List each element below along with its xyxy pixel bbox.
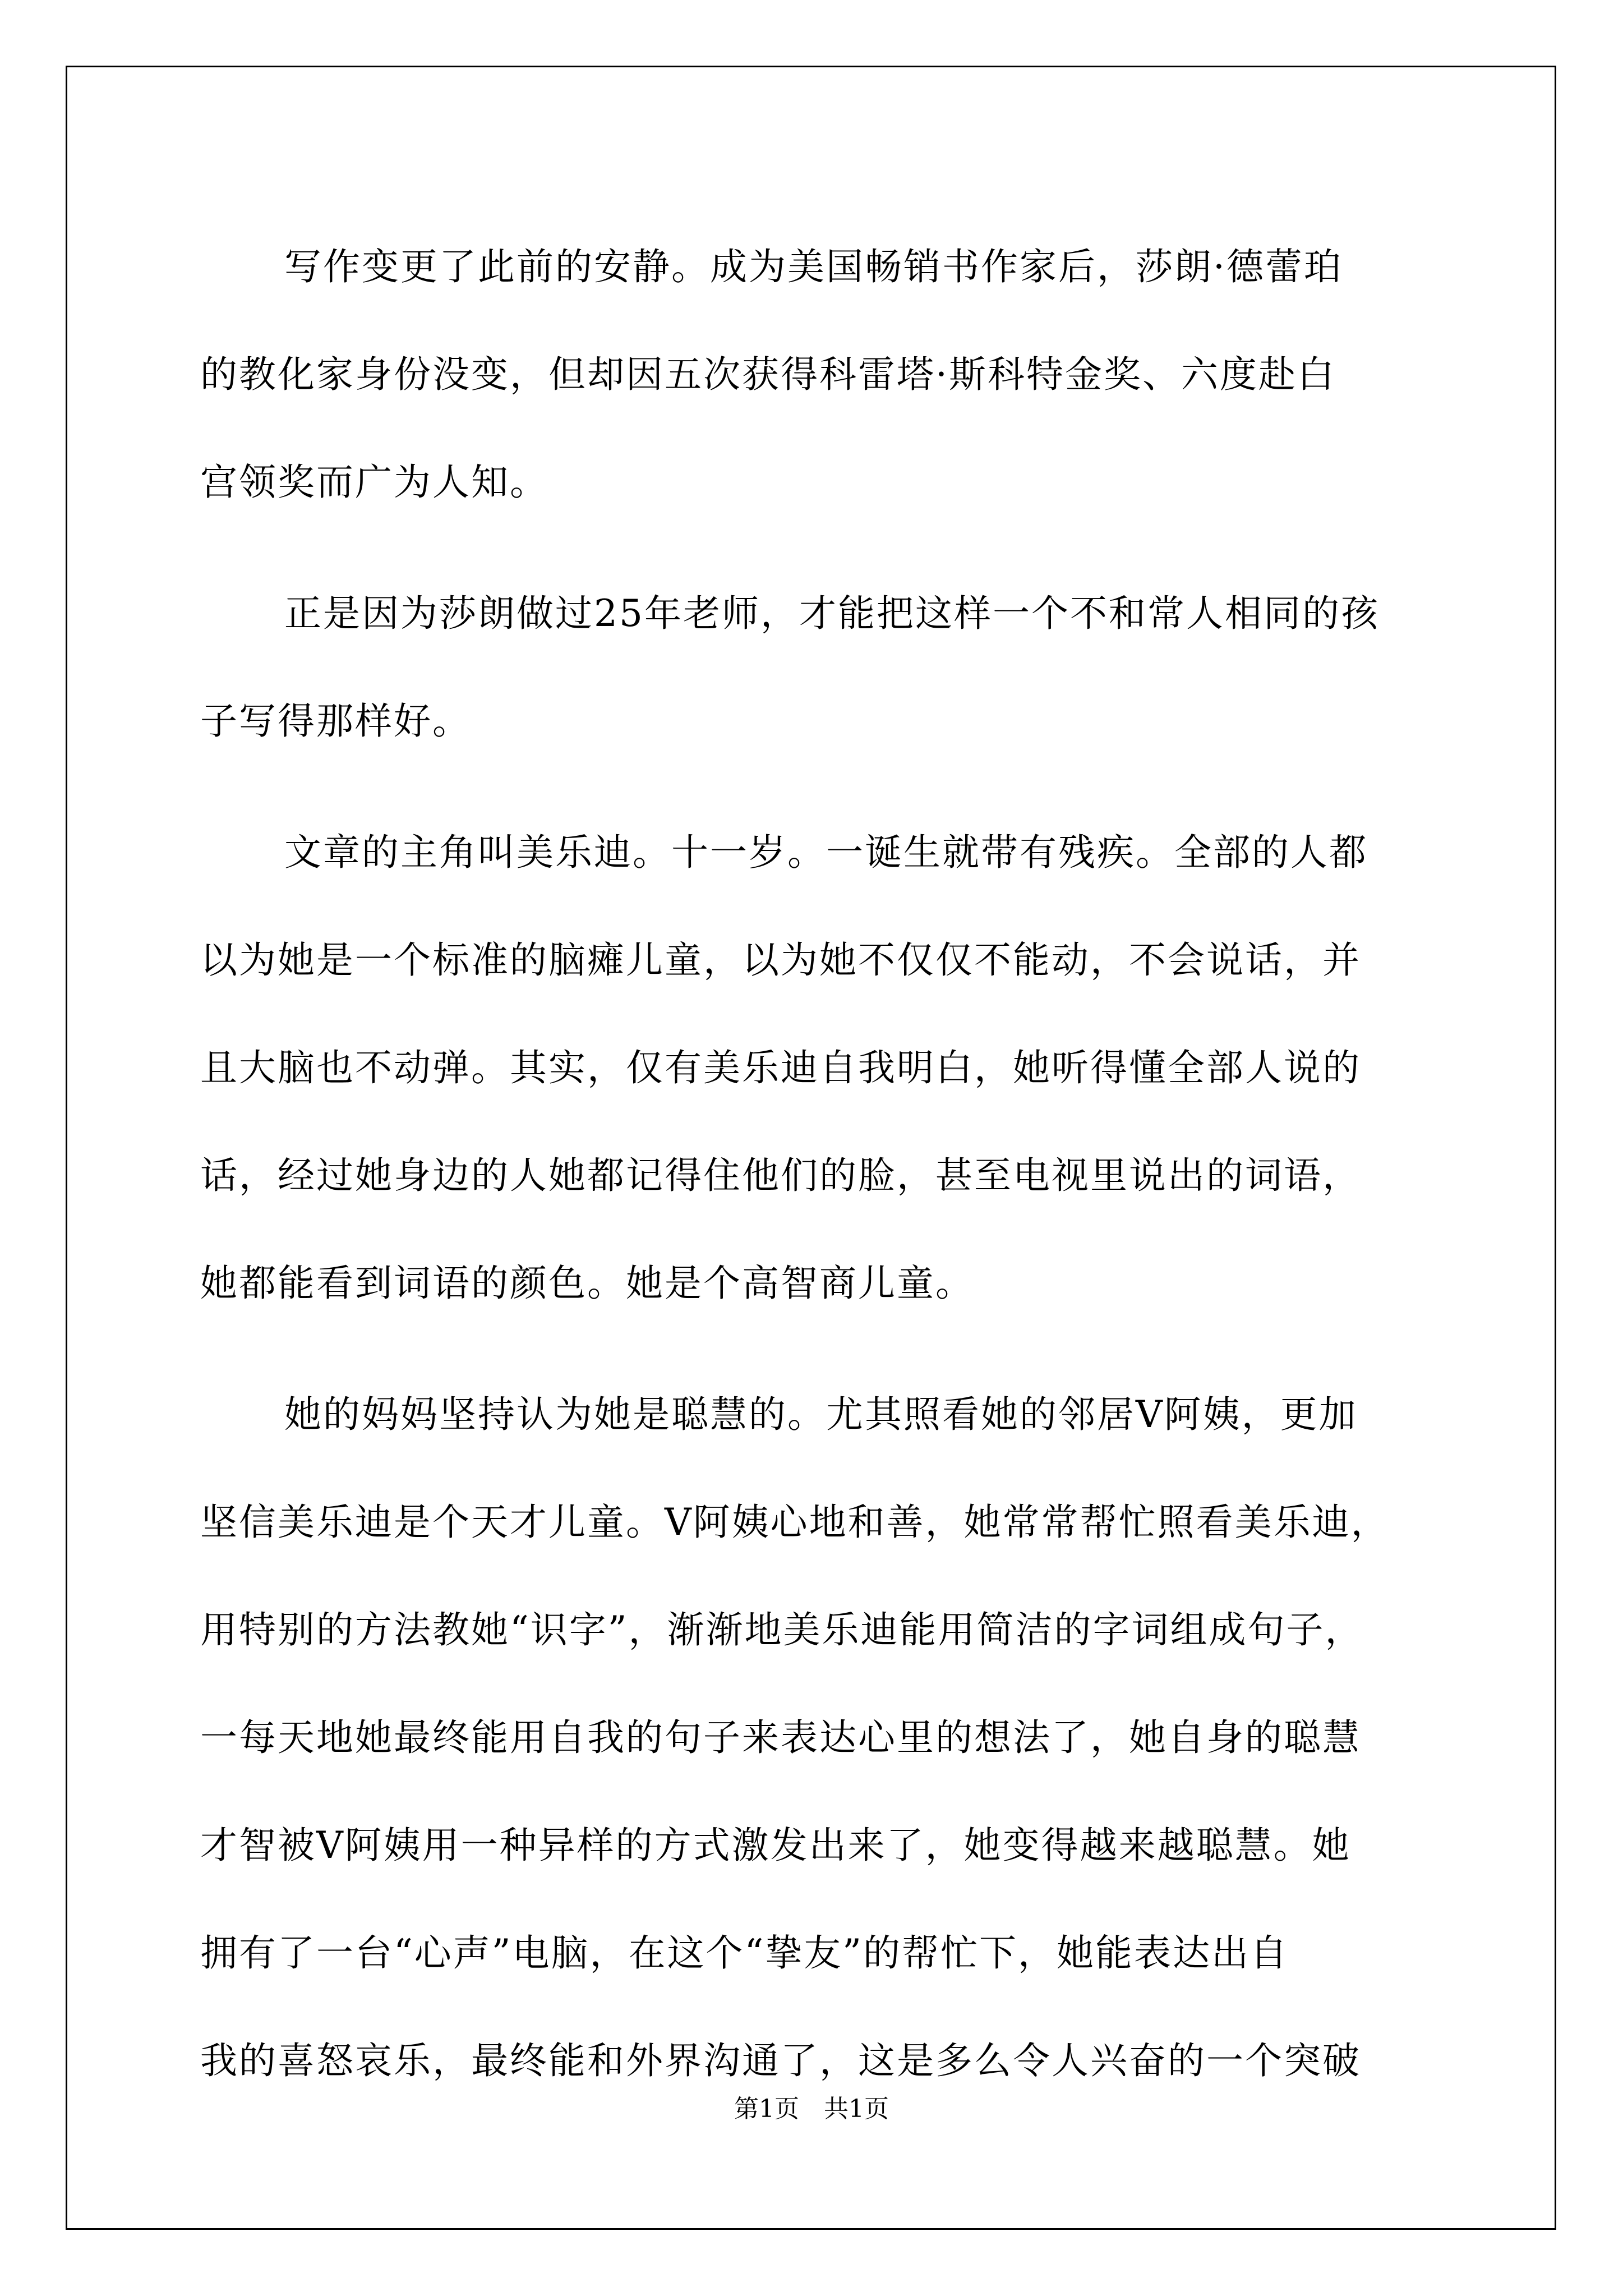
text-line: 用特别的方法教她“识字”，渐渐地美乐迪能用简洁的字词组成句子， [200, 1608, 1364, 1651]
paragraph [200, 213, 1423, 536]
document-body [200, 213, 1423, 2138]
text-line: 文章的主角叫美乐迪。十一岁。一诞生就带有残疾。全部的人都 [284, 831, 1368, 874]
text-line: 坚信美乐迪是个天才儿童。V阿姨心地和善，她常常帮忙照看美乐迪， [200, 1501, 1390, 1544]
paragraph [200, 1361, 1423, 2115]
page-number-footer: 第1页 共1页 [734, 2095, 889, 2123]
text-line: 正是因为莎朗做过25年老师，才能把这样一个不和常人相同的孩 [284, 592, 1380, 635]
text-line: 她都能看到词语的颜色。她是个高智商儿童。 [200, 1262, 974, 1305]
text-line: 一每天地她最终能用自我的句子来表达心里的想法了，她自身的聪慧 [200, 1716, 1361, 1759]
text-line: 宫领奖而广为人知。 [200, 461, 548, 504]
paragraph [200, 799, 1423, 1337]
text-line: 子写得那样好。 [200, 700, 471, 743]
text-line: 才智被V阿姨用一种异样的方式激发出来了，她变得越来越聪慧。她 [200, 1824, 1351, 1867]
text-line: 她的妈妈坚持认为她是聪慧的。尤其照看她的邻居V阿姨，更加 [284, 1393, 1358, 1436]
paragraph [200, 560, 1423, 775]
text-line: 的教化家身份没变，但却因五次获得科雷塔·斯科特金奖、六度赴白 [200, 353, 1336, 396]
text-line: 且大脑也不动弹。其实，仅有美乐迪自我明白，她听得懂全部人说的 [200, 1046, 1361, 1089]
text-line: 以为她是一个标准的脑瘫儿童，以为她不仅仅不能动，不会说话，并 [200, 938, 1361, 982]
text-line: 拥有了一台“心声”电脑，在这个“挚友”的帮忙下，她能表达出自 [200, 1931, 1289, 1975]
text-line: 写作变更了此前的安静。成为美国畅销书作家后，莎朗·德蕾珀 [284, 245, 1343, 288]
text-line: 话，经过她身边的人她都记得住他们的脸，甚至电视里说出的词语， [200, 1154, 1361, 1197]
text-line: 我的喜怒哀乐，最终能和外界沟通了，这是多么令人兴奋的一个突破 [200, 2039, 1361, 2082]
